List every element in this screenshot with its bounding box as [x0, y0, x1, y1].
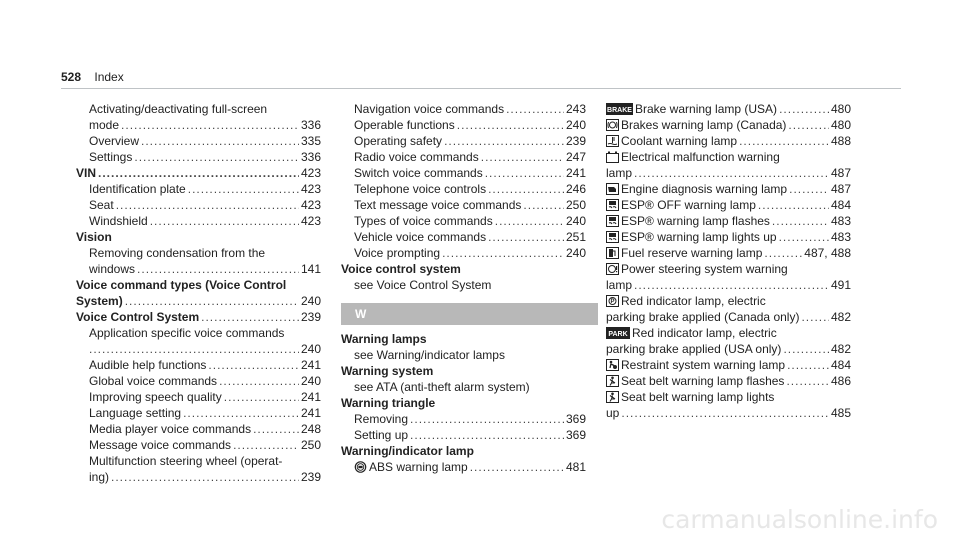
- index-entry: Setting up ..... 369: [354, 427, 586, 443]
- index-entry: Telephone voice controls ..... 246: [354, 181, 586, 197]
- index-entry: lamp ..... 491: [606, 277, 851, 293]
- index-entry: Removing ..... 369: [354, 411, 586, 427]
- brake-circle-icon: [606, 119, 619, 131]
- index-entry: Types of voice commands ..... 240: [354, 213, 586, 229]
- page-ref[interactable]: 240: [565, 118, 586, 132]
- page-ref[interactable]: 482: [830, 342, 851, 356]
- index-entry: up ..... 485: [606, 405, 851, 421]
- index-entry: Radio voice commands ..... 247: [354, 149, 586, 165]
- index-entry: parking brake applied (USA only) ..... 482: [606, 341, 851, 357]
- index-entry: Activating/deactivating full-screen: [89, 102, 268, 116]
- page-header: [61, 70, 124, 84]
- page-ref[interactable]: 141: [300, 262, 321, 276]
- esp-icon: [606, 231, 619, 243]
- index-heading: System) ..... 240: [76, 293, 321, 309]
- page-ref[interactable]: 488: [830, 134, 851, 148]
- index-entry: BRAKE Brake warning lamp (USA) ..... 480: [606, 101, 851, 117]
- page-ref[interactable]: 481: [565, 460, 586, 474]
- index-entry: Electrical malfunction warning: [606, 149, 851, 165]
- brake-text-icon: [606, 103, 633, 115]
- page-ref[interactable]: 423: [300, 166, 321, 180]
- index-entry: Multifunction steering wheel (operat-: [89, 454, 283, 468]
- page-ref[interactable]: 246: [565, 182, 586, 196]
- battery-icon: [606, 151, 619, 163]
- index-entry: windows ..... 141: [89, 261, 321, 277]
- seat-belt-icon: [606, 375, 619, 387]
- index-entry: Navigation voice commands ..... 243: [354, 101, 586, 117]
- parking-brake-circle-icon: [606, 295, 619, 307]
- page-ref[interactable]: 480: [830, 102, 851, 116]
- page-ref[interactable]: 336: [300, 150, 321, 164]
- seat-belt-icon: [606, 391, 619, 403]
- index-column-1: [76, 101, 321, 485]
- page-ref[interactable]: 491: [830, 278, 851, 292]
- index-column-2: [341, 101, 586, 475]
- page-ref[interactable]: 486: [830, 374, 851, 388]
- index-column-3: [606, 101, 851, 421]
- park-text-icon: [606, 327, 630, 339]
- page-number: 528: [61, 70, 82, 84]
- index-entry: ESP® OFF warning lamp ..... 484: [606, 197, 851, 213]
- index-entry: P Red indicator lamp, electric: [606, 293, 851, 309]
- letter-section-header: W: [341, 303, 598, 325]
- index-entry: parking brake applied (Canada only) ..... 482: [606, 309, 851, 325]
- index-entry: [89, 341, 321, 357]
- page-ref[interactable]: 336: [300, 118, 321, 132]
- index-entry: Fuel reserve warning lamp ..... 487, 488: [606, 245, 851, 261]
- index-entry: Media player voice commands ..... 248: [89, 421, 321, 437]
- brake-icon-label: BRAKE: [607, 107, 632, 114]
- abs-icon: [354, 461, 367, 473]
- index-entry: ABS warning lamp ..... 481: [354, 459, 586, 475]
- see-reference[interactable]: see ATA (anti-theft alarm system): [354, 380, 530, 394]
- index-entry: Improving speech quality ..... 241: [89, 389, 321, 405]
- index-entry: Seat ..... 423: [89, 197, 321, 213]
- see-reference[interactable]: see Voice Control System: [354, 278, 492, 292]
- index-entry: Restraint system warning lamp ..... 484: [606, 357, 851, 373]
- index-heading: Voice control system: [341, 262, 461, 276]
- engine-icon: [606, 183, 619, 195]
- index-entry: Switch voice commands ..... 241: [354, 165, 586, 181]
- page-ref[interactable]: 484: [830, 358, 851, 372]
- page-ref[interactable]: 480: [830, 118, 851, 132]
- page-ref[interactable]: 241: [300, 358, 321, 372]
- power-steering-icon: [606, 263, 619, 275]
- page-ref[interactable]: 335: [300, 134, 321, 148]
- page-ref[interactable]: 483: [830, 230, 851, 244]
- page-ref[interactable]: 239: [300, 310, 321, 324]
- index-entry: Message voice commands ..... 250: [89, 437, 321, 453]
- page-ref[interactable]: 241: [300, 390, 321, 404]
- page-ref[interactable]: 483: [830, 214, 851, 228]
- page-ref[interactable]: 485: [830, 406, 851, 420]
- page-ref[interactable]: 482: [830, 310, 851, 324]
- page-ref[interactable]: 239: [565, 134, 586, 148]
- index-entry: Engine diagnosis warning lamp ..... 487: [606, 181, 851, 197]
- page-ref[interactable]: 240: [565, 246, 586, 260]
- index-entry: Seat belt warning lamp flashes ..... 486: [606, 373, 851, 389]
- page-ref[interactable]: 487: [830, 182, 851, 196]
- index-entry: Seat belt warning lamp lights: [606, 389, 851, 405]
- page-ref[interactable]: 369: [565, 412, 586, 426]
- page-ref[interactable]: 240: [300, 294, 321, 308]
- page-ref[interactable]: 239: [300, 470, 321, 484]
- header-rule: [61, 88, 901, 89]
- index-entry: Text message voice commands ..... 250: [354, 197, 586, 213]
- page-ref[interactable]: 248: [300, 422, 321, 436]
- index-entry: Operating safety ..... 239: [354, 133, 586, 149]
- esp-off-icon: [606, 199, 619, 211]
- index-entry: ESP® warning lamp lights up ..... 483: [606, 229, 851, 245]
- page-ref[interactable]: 423: [300, 214, 321, 228]
- index-heading: Vision: [76, 230, 112, 244]
- index-entry: lamp ..... 487: [606, 165, 851, 181]
- index-heading: Warning triangle: [341, 396, 436, 410]
- index-entry: Overview ..... 335: [89, 133, 321, 149]
- esp-icon: [606, 215, 619, 227]
- page-ref[interactable]: 240: [300, 342, 321, 356]
- index-entry: Windshield ..... 423: [89, 213, 321, 229]
- watermark-text: carmanualsonline.info: [661, 505, 938, 534]
- page-ref[interactable]: 484: [830, 198, 851, 212]
- page-ref[interactable]: 240: [300, 374, 321, 388]
- index-heading: Voice command types (Voice Control: [76, 278, 287, 292]
- index-heading: VIN ..... 423: [76, 165, 321, 181]
- index-heading: Warning system: [341, 364, 434, 378]
- index-entry: Settings ..... 336: [89, 149, 321, 165]
- coolant-icon: [606, 135, 619, 147]
- index-entry: Vehicle voice commands ..... 251: [354, 229, 586, 245]
- restraint-system-icon: [606, 359, 619, 371]
- see-reference[interactable]: see Warning/indicator lamps: [354, 348, 505, 362]
- page-section-title: Index: [94, 70, 124, 84]
- index-heading: Warning lamps: [341, 332, 427, 346]
- index-entry: Power steering system warning: [606, 261, 851, 277]
- svg-text:P: P: [610, 299, 615, 306]
- index-entry: Voice prompting ..... 240: [354, 245, 586, 261]
- index-heading: Voice Control System ..... 239: [76, 309, 321, 325]
- index-entry: PARK Red indicator lamp, electric: [606, 325, 851, 341]
- page-ref[interactable]: 423: [300, 198, 321, 212]
- page-ref[interactable]: 250: [565, 198, 586, 212]
- index-entry: Operable functions ..... 240: [354, 117, 586, 133]
- index-entry: mode ..... 336: [89, 117, 321, 133]
- page-ref[interactable]: 241: [565, 166, 586, 180]
- index-heading: Warning/indicator lamp: [341, 444, 474, 458]
- page-ref[interactable]: 251: [565, 230, 586, 244]
- page-ref[interactable]: 369: [565, 428, 586, 442]
- index-entry: Identification plate ..... 423: [89, 181, 321, 197]
- index-entry: Audible help functions ..... 241: [89, 357, 321, 373]
- page-ref[interactable]: 423: [300, 182, 321, 196]
- park-icon-label: PARK: [608, 331, 628, 338]
- index-entry: Application specific voice commands: [89, 326, 285, 340]
- page-ref[interactable]: 240: [565, 214, 586, 228]
- page-ref[interactable]: 241: [300, 406, 321, 420]
- page-ref[interactable]: 250: [300, 438, 321, 452]
- index-entry: Coolant warning lamp ..... 488: [606, 133, 851, 149]
- index-entry: Brakes warning lamp (Canada) ..... 480: [606, 117, 851, 133]
- fuel-pump-icon: [606, 247, 619, 259]
- index-entry: Removing condensation from the: [89, 246, 266, 260]
- page-ref[interactable]: 487, 488: [804, 246, 851, 260]
- index-entry: ing) ..... 239: [89, 469, 321, 485]
- page-ref[interactable]: 487: [830, 166, 851, 180]
- page-ref[interactable]: 243: [565, 102, 586, 116]
- index-entry: Language setting ..... 241: [89, 405, 321, 421]
- index-entry: Global voice commands ..... 240: [89, 373, 321, 389]
- index-entry: ESP® warning lamp flashes ..... 483: [606, 213, 851, 229]
- page-ref[interactable]: 247: [565, 150, 586, 164]
